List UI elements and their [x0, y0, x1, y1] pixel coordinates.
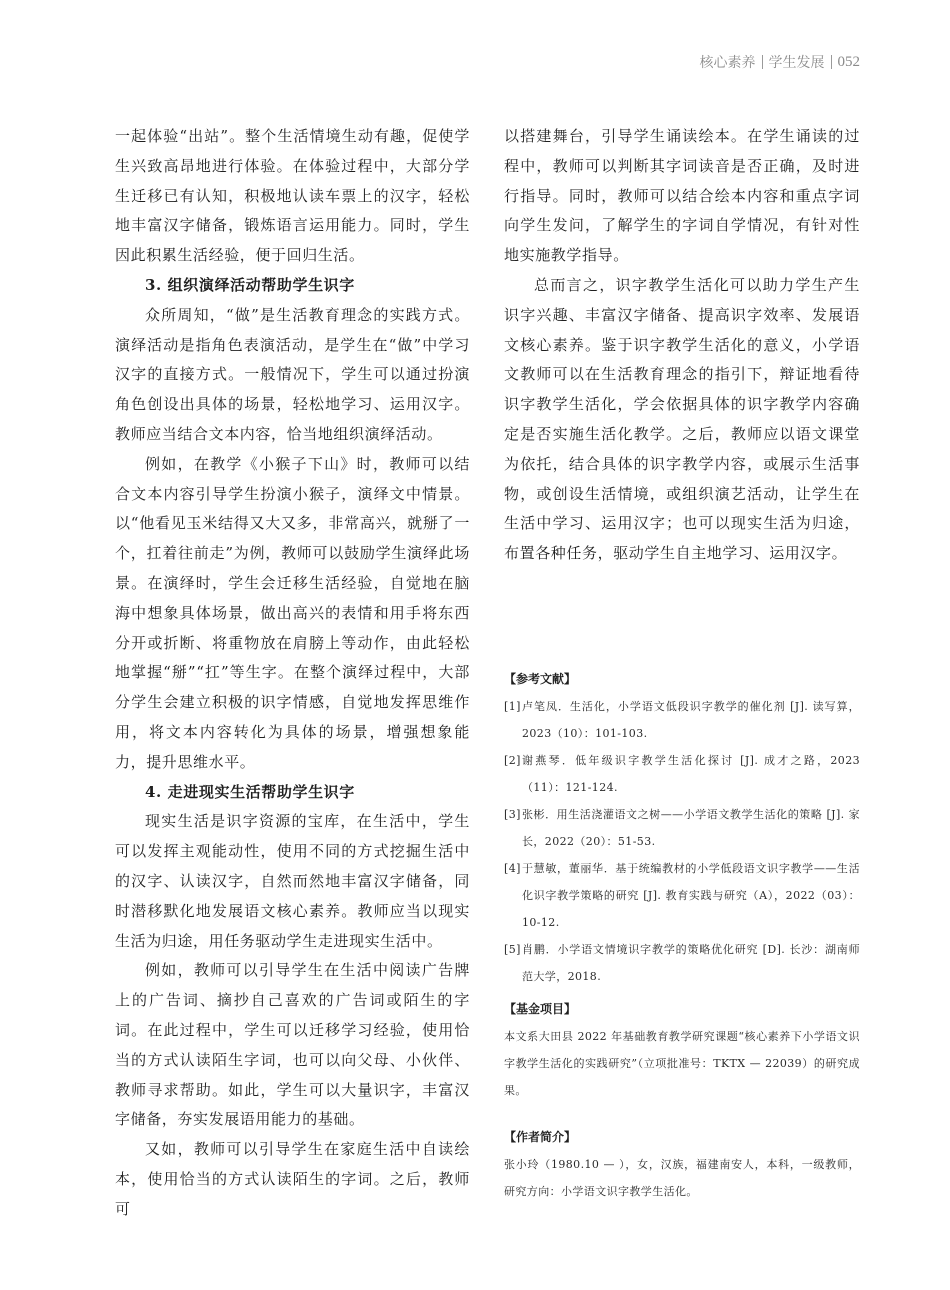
section-heading: 4. 走进现实生活帮助学生识字: [145, 782, 355, 801]
header-divider: [762, 55, 763, 69]
fund-title: 【基金项目】: [504, 1002, 577, 1016]
reference-list: [504, 693, 860, 990]
reference-text: 于慧敏，董丽华．基于统编教材的小学低段语文识字教学——生活化识字教学策略的研究 [J]. 教育实践与研究（A），2022（03）：10-12.: [522, 862, 860, 929]
reference-item: [504, 801, 860, 855]
references-section: [504, 670, 860, 990]
reference-item: [504, 936, 860, 990]
references-title: 【参考文献】: [504, 672, 577, 686]
header-section-core: 核心素养: [699, 55, 756, 71]
reference-index: [5]: [504, 943, 521, 956]
reference-item: [504, 747, 860, 801]
author-text: 张小玲（1980.10 — ），女，汉族，福建南安人，本科，一级教师，研究方向：小学语文识字教学生活化。: [504, 1158, 860, 1198]
reference-index: [4]: [504, 862, 521, 875]
body-paragraph: 例如，在教学《小猴子下山》时，教师可以结合文本内容引导学生扮演小猴子，演绎文中情景。以“他看见玉米结得又大又多，非常高兴，就掰了一个，扛着往前走”为例，教师可以鼓励学生演绎此场景。在演绎时，学生会迁移生活经验，自觉地在脑海中想象具体场景，做出高兴的表情和用手将东西分开或折断、将重物放在肩膀上等动作，由此轻松地掌握“掰”“扛”等生字。在整个演绎过程中，大部分学生会建立积极的识字情感，自觉地发挥思维作用，将文本内容转化为具体的场景，增强想象能力，提升思维水平。: [115, 454, 470, 771]
reference-index: [1]: [504, 700, 521, 713]
reference-text: 卢笔凤．生活化，小学语文低段识字教学的催化剂 [J]. 读写算，2023（10）：101-103.: [522, 700, 860, 740]
fund-text: 本文系大田县 2022 年基础教育教学研究课题“核心素养下小学语文识字教学生活化的实践研究”（立项批准号：TKTX — 22039）的研究成果。: [504, 1030, 860, 1097]
conclusion-paragraph: 总而言之，识字教学生活化可以助力学生产生识字兴趣、丰富汉字储备、提高识字效率、发展语文核心素养。鉴于识字教学生活化的意义，小学语文教师可以在生活教育理念的指引下，辩证地看待识字教学生活化，学会依据具体的识字教学内容确定是否实施生活化教学。之后，教师应以语文课堂为依托，结合具体的识字教学内容，或展示生活事物，或创设生活情境，或组织演艺活动，让学生在生活中学习、运用汉字；也可以现实生活为归途，布置各种任务，驱动学生自主地学习、运用汉字。: [504, 275, 860, 563]
author-section: [504, 1128, 860, 1205]
body-paragraph: 现实生活是识字资源的宝库，在生活中，学生可以发挥主观能动性，使用不同的方式挖掘生活中的汉字、认读汉字，自然而然地丰富汉字储备，同时潜移默化地发展语文核心素养。教师应当以现实生活为归途，用任务驱动学生走进现实生活中。: [115, 812, 470, 950]
fund-section: [504, 1000, 860, 1104]
body-paragraph: 以搭建舞台，引导学生诵读绘本。在学生诵读的过程中，教师可以判断其字词读音是否正确，及时进行指导。同时，教师可以结合绘本内容和重点字词向学生发问，了解学生的字词自学情况，有针对性地实施教学指导。: [504, 127, 860, 265]
reference-index: [3]: [504, 808, 521, 821]
header-divider: [831, 55, 832, 69]
reference-item: [504, 693, 860, 747]
body-paragraph: 例如，教师可以引导学生在生活中阅读广告牌上的广告词、摘抄自己喜欢的广告词或陌生的字词。在此过程中，学生可以迁移学习经验，使用恰当的方式认读陌生字词，也可以向父母、小伙伴、教师寻求帮助。如此，学生可以大量识字，丰富汉字储备，夯实发展语用能力的基础。: [115, 961, 470, 1129]
reference-text: 肖鹏．小学语文情境识字教学的策略优化研究 [D]. 长沙：湖南师范大学，2018.: [522, 943, 860, 983]
author-title: 【作者简介】: [504, 1130, 577, 1144]
body-paragraph: 众所周知，“做”是生活教育理念的实践方式。演绎活动是指角色表演活动，是学生在“做”中学习汉字的直接方式。一般情况下，学生可以通过扮演角色创设出具体的场景，轻松地学习、运用汉字。教师应当结合文本内容，恰当地组织演绎活动。: [115, 305, 470, 443]
reference-text: 张彬．用生活浇灌语文之树——小学语文教学生活化的策略 [J]. 家长，2022（20）：51-53.: [522, 808, 860, 848]
section-heading: 3. 组织演绎活动帮助学生识字: [145, 275, 355, 294]
reference-text: 谢燕琴．低年级识字教学生活化探讨 [J]. 成才之路，2023（11）：121-124.: [522, 754, 860, 794]
header-section-student: 学生发展: [768, 55, 825, 71]
left-column: [115, 122, 470, 1224]
reference-item: [504, 855, 860, 936]
reference-index: [2]: [504, 754, 521, 767]
page-number: 052: [837, 53, 860, 70]
right-column: [504, 122, 860, 569]
body-paragraph: 又如，教师可以引导学生在家庭生活中自读绘本，使用恰当的方式认读陌生的字词。之后，教师可: [115, 1140, 470, 1218]
running-header: [700, 50, 861, 74]
body-paragraph: 一起体验“出站”。整个生活情境生动有趣，促使学生兴致高昂地进行体验。在体验过程中，大部分学生迁移已有认知，积极地认读车票上的汉字，轻松地丰富汉字储备，锻炼语言运用能力。同时，学生因此积累生活经验，便于回归生活。: [115, 127, 470, 265]
